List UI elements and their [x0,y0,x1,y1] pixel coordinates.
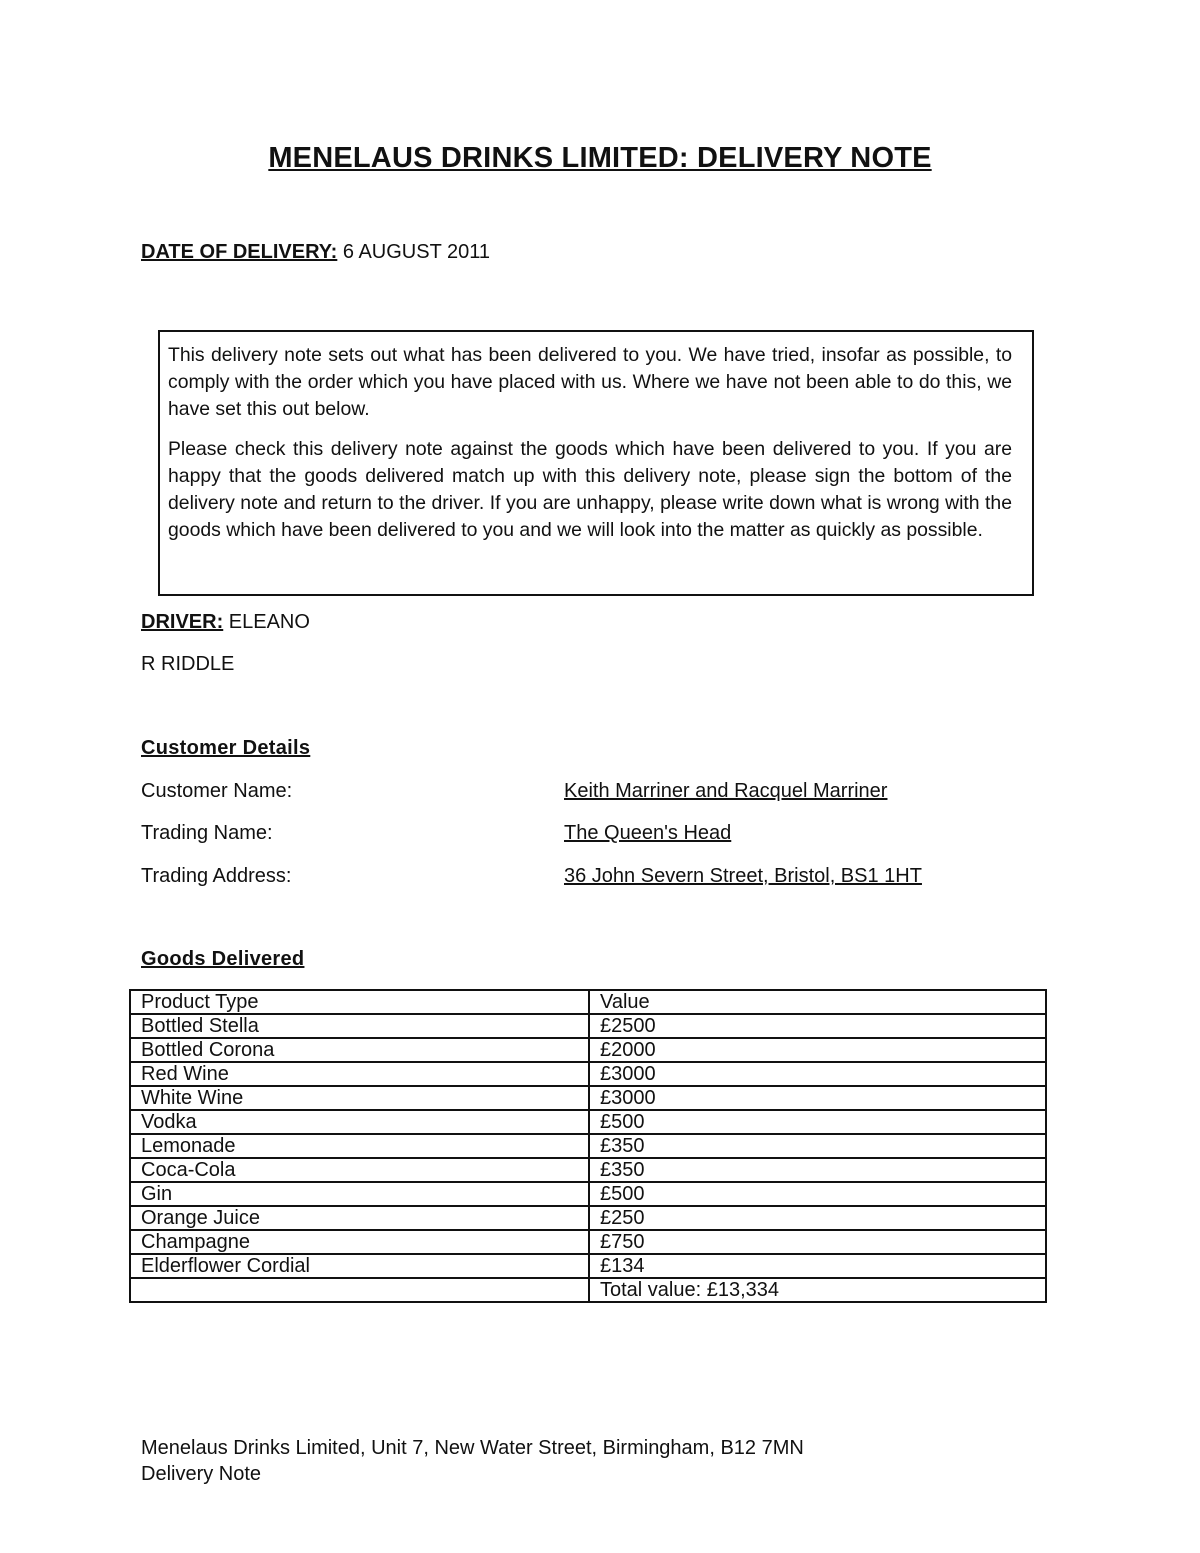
notice-paragraph: Please check this delivery note against the goods which have been delivered to you. If you are happy that the goods delivered match up with this delivery note, please sign the bottom of the delivery note and return to the driver. If you are unhappy, please write down what is wrong with the goods which have been delivered to you and we will look into the matter as quickly as possible. [168,438,1012,541]
value-cell: £350 [589,1158,1046,1182]
table-row [130,1014,1046,1038]
value-cell: £3000 [589,1062,1046,1086]
table-row [130,1086,1046,1110]
table-row [130,1134,1046,1158]
header-value: Value [589,990,1046,1014]
document-title: MENELAUS DRINKS LIMITED: DELIVERY NOTE [268,142,932,174]
table-row [130,1158,1046,1182]
table-row [130,1254,1046,1278]
product-cell: White Wine [130,1086,589,1110]
value-cell: £250 [589,1206,1046,1230]
delivery-date-value: 6 AUGUST 2011 [337,241,490,263]
footer-doc-name: Delivery Note [141,1463,262,1485]
value-cell: £3000 [589,1086,1046,1110]
driver-value-continued: R RIDDLE [141,653,235,675]
total-blank-cell [130,1278,589,1302]
product-cell: Orange Juice [130,1206,589,1230]
product-cell: Lemonade [130,1134,589,1158]
customer-name-value: Keith Marriner and Racquel Marriner [564,780,888,802]
product-cell: Bottled Corona [130,1038,589,1062]
product-cell: Elderflower Cordial [130,1254,589,1278]
driver-label: DRIVER: [141,611,224,633]
table-row [130,1230,1046,1254]
value-cell: £2000 [589,1038,1046,1062]
value-cell: £2500 [589,1014,1046,1038]
product-cell: Red Wine [130,1062,589,1086]
total-value-cell: Total value: £13,334 [589,1278,1046,1302]
trading-name-label: Trading Name: [141,822,273,844]
value-cell: £350 [589,1134,1046,1158]
trading-address-value: 36 John Severn Street, Bristol, BS1 1HT [564,865,922,887]
product-cell: Vodka [130,1110,589,1134]
footer-address: Menelaus Drinks Limited, Unit 7, New Water Street, Birmingham, B12 7MN [141,1437,804,1459]
driver-line [141,610,310,634]
trading-name-value: The Queen's Head [564,822,732,844]
driver-value: ELEANO [223,611,310,633]
trading-address-label: Trading Address: [141,865,292,887]
table-row [130,1110,1046,1134]
product-cell: Gin [130,1182,589,1206]
table-row [130,1206,1046,1230]
goods-delivered-heading: Goods Delivered [141,948,305,970]
notice-box [158,330,1034,596]
header-product-type: Product Type [130,990,589,1014]
value-cell: £134 [589,1254,1046,1278]
table-row [130,1062,1046,1086]
delivery-date-label: DATE OF DELIVERY: [141,241,338,263]
goods-table [129,989,1047,1303]
customer-name-label: Customer Name: [141,780,293,802]
product-cell: Champagne [130,1230,589,1254]
product-cell: Bottled Stella [130,1014,589,1038]
customer-details-heading: Customer Details [141,737,311,759]
value-cell: £750 [589,1230,1046,1254]
table-row [130,1182,1046,1206]
product-cell: Coca-Cola [130,1158,589,1182]
table-header-row [130,990,1046,1014]
total-row [130,1278,1046,1302]
value-cell: £500 [589,1182,1046,1206]
table-row [130,1038,1046,1062]
delivery-date-line [141,240,490,264]
value-cell: £500 [589,1110,1046,1134]
notice-paragraph: This delivery note sets out what has been delivered to you. We have tried, insofar as possible, to comply with the order which you have placed with us. Where we have not been able to do this, we have set this out below. [168,344,1012,420]
page-footer [141,1435,804,1487]
